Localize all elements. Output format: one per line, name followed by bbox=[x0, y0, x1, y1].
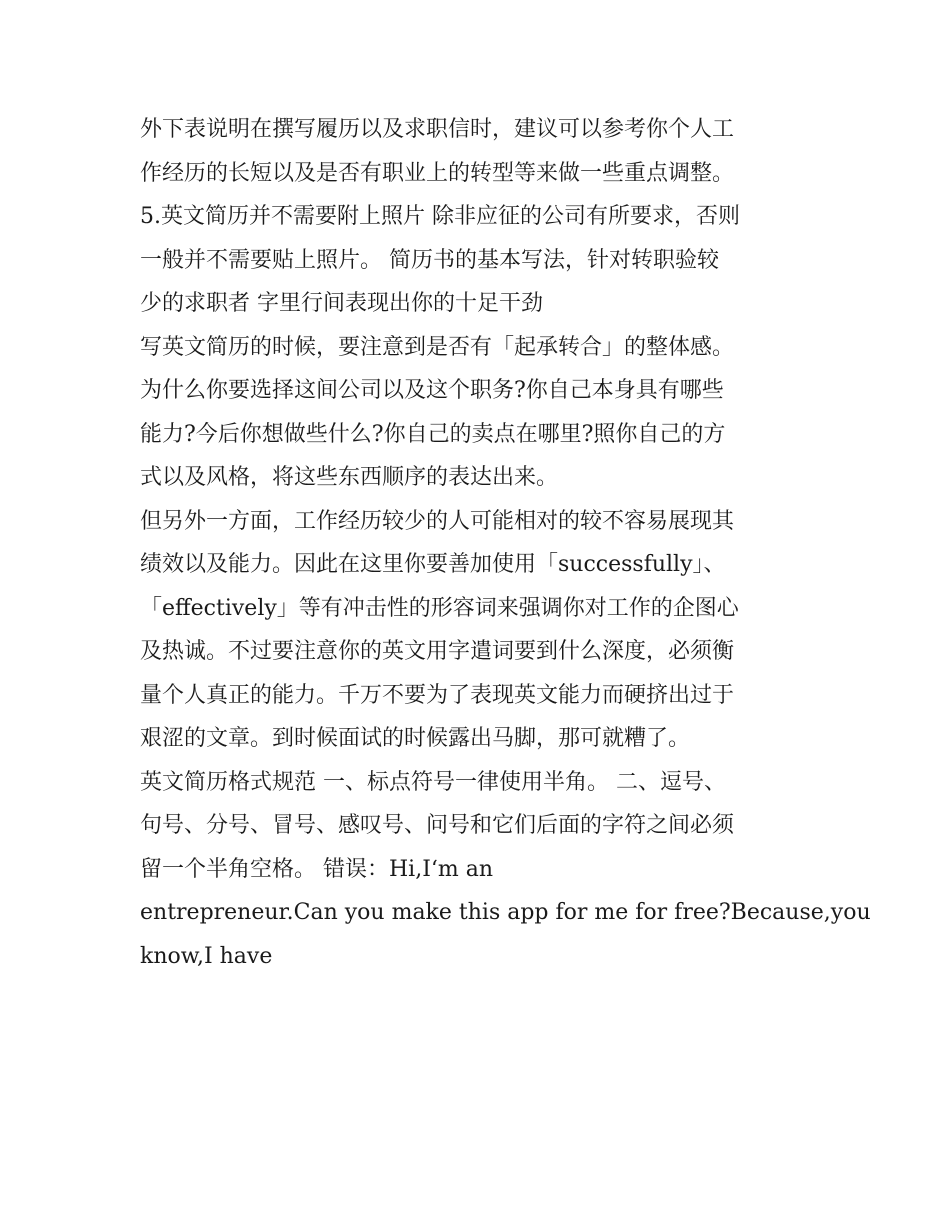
text-line-4: 一般并不需要贴上照片。 简历书的基本写法，针对转职验较 bbox=[140, 247, 719, 273]
text-line-5: 少的求职者 字里行间表现出你的十足干劲 bbox=[140, 291, 543, 316]
text-line-18: 留一个半角空格。 错误：Hi,I‘m an bbox=[140, 856, 494, 882]
text-line-10: 但另外一方面，工作经历较少的人可能相对的较不容易展现其 bbox=[140, 508, 735, 534]
text-line-12: 「effectively」等有冲击性的形容词来强调你对工作的企图心 bbox=[140, 595, 739, 621]
body-text bbox=[140, 108, 871, 978]
text-line-7: 为什么你要选择这间公司以及这个职务?你自己本身具有哪些 bbox=[140, 378, 724, 403]
text-line-19: entrepreneur.Can you make this app for me for free?Because,you bbox=[140, 900, 871, 925]
text-line-15: 艰涩的文章。到时候面试的时候露出马脚，那可就糟了。 bbox=[140, 726, 691, 751]
text-line-3: 5.英文简历并不需要附上照片 除非应征的公司有所要求，否则 bbox=[140, 204, 740, 229]
text-line-13: 及热诚。不过要注意你的英文用字遣词要到什么深度，必须衡 bbox=[140, 639, 735, 664]
text-line-9: 式以及风格，将这些东西顺序的表达出来。 bbox=[140, 465, 559, 490]
text-line-16: 英文简历格式规范 一、标点符号一律使用半角。 二、逗号、 bbox=[140, 769, 726, 795]
text-line-6: 写英文简历的时候，要注意到是否有「起承转合」的整体感。 bbox=[140, 334, 735, 360]
text-line-2: 作经历的长短以及是否有职业上的转型等来做一些重点调整。 bbox=[140, 160, 735, 186]
text-line-17: 句号、分号、冒号、感叹号、问号和它们后面的字符之间必须 bbox=[140, 813, 735, 838]
text-line-14: 量个人真正的能力。千万不要为了表现英文能力而硬挤出过于 bbox=[140, 682, 735, 708]
text-line-8: 能力?今后你想做些什么?你自己的卖点在哪里?照你自己的方 bbox=[140, 421, 726, 447]
text-line-11: 绩效以及能力。因此在这里你要善加使用「successfully」、 bbox=[140, 552, 726, 577]
text-line-1: 外下表说明在撰写履历以及求职信时，建议可以参考你个人工 bbox=[140, 117, 735, 142]
text-line-20: know,I have bbox=[140, 943, 273, 969]
